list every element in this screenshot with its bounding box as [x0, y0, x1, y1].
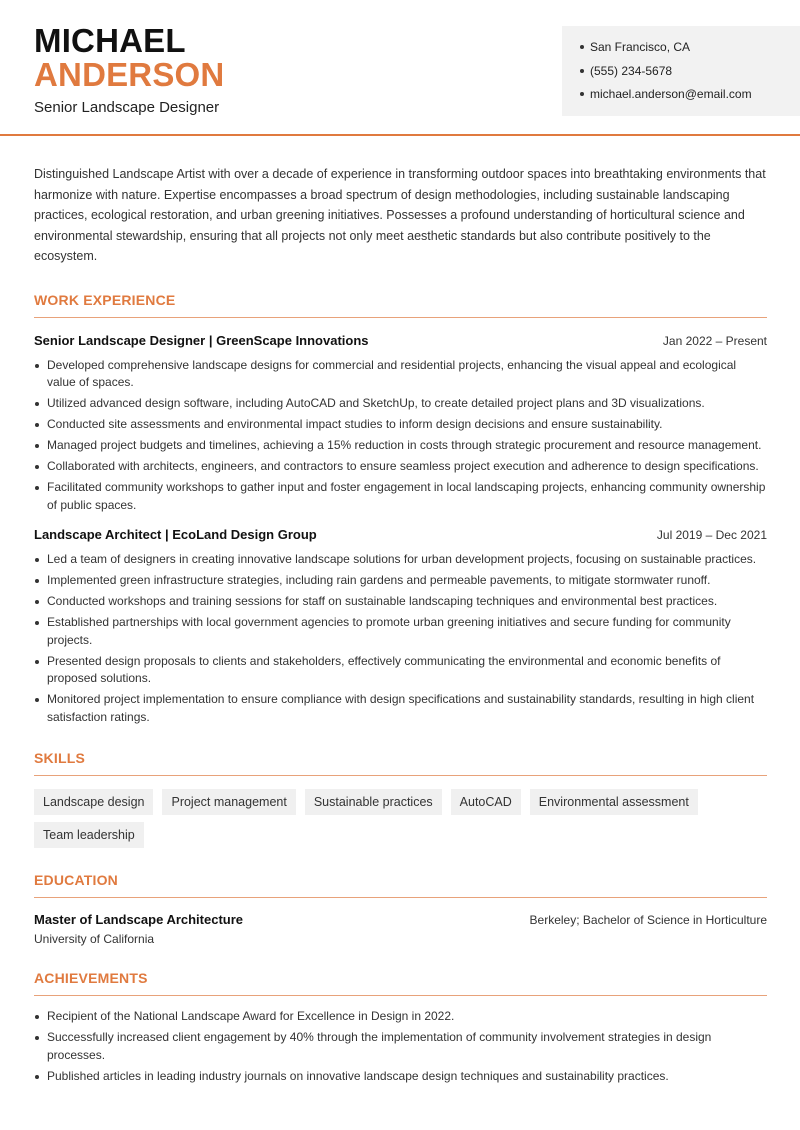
job-bullet: Established partnerships with local government agencies to promote urban greening initiatives and secure funding for community projects.	[34, 614, 767, 649]
achievement-item: Successfully increased client engagement by 40% through the implementation of community involvement strategies in design processes.	[34, 1029, 767, 1064]
skill-chip: Environmental assessment	[530, 789, 698, 815]
contact-location: San Francisco, CA	[580, 39, 800, 63]
school: University of California	[34, 932, 155, 946]
job-bullet: Implemented green infrastructure strategies, including rain gardens and permeable pavements, to mitigate stormwater runoff.	[34, 572, 767, 590]
skill-chip: Team leadership	[34, 822, 144, 848]
job-role: Landscape Architect | EcoLand Design Group	[34, 527, 317, 542]
job-bullet: Conducted site assessments and environmental impact studies to inform design decisions and ensure sustainability.	[34, 416, 767, 434]
job-entry	[34, 527, 767, 726]
job-bullet: Led a team of designers in creating innovative landscape solutions for urban development projects, focusing on sustainable practices.	[34, 551, 767, 569]
education-detail: Berkeley; Bachelor of Science in Horticulture	[529, 913, 767, 927]
job-bullet: Monitored project implementation to ensure compliance with design specifications and sustainability standards, resulting in high client satisfaction ratings.	[34, 691, 767, 726]
job-bullet: Collaborated with architects, engineers, and contractors to ensure seamless project execution and adherence to design specifications.	[34, 458, 767, 476]
summary: Distinguished Landscape Artist with over a decade of experience in transforming outdoor spaces into breathtaking environments that harmonize with nature. Expertise encompasses a broad spectrum of design methodologies, including sustainable landscaping practices, ecological restoration, and urban greening initiatives. Possesses a profound understanding of horticultural science and environmental stewardship, ensuring that all projects not only meet aesthetic standards but also contribute positively to the ecosystem.	[34, 167, 766, 263]
degree: Master of Landscape Architecture	[34, 912, 244, 927]
skills-section-title: SKILLS	[34, 750, 767, 776]
contact-phone: (555) 234-5678	[580, 63, 800, 87]
work-section	[34, 292, 767, 727]
job-dates: Jan 2022 – Present	[662, 333, 767, 348]
job-entry	[34, 333, 767, 515]
education-entry	[34, 912, 767, 946]
education-section	[34, 872, 767, 946]
job-bullet: Managed project budgets and timelines, achieving a 15% reduction in costs through strategic procurement and resource management.	[34, 437, 767, 455]
achievements-section	[34, 970, 767, 1085]
job-bullet: Utilized advanced design software, including AutoCAD and SketchUp, to create detailed project plans and 3D visualizations.	[34, 395, 767, 413]
achievements-section-title: ACHIEVEMENTS	[34, 970, 767, 996]
candidate-name	[34, 24, 224, 92]
achievement-item: Published articles in leading industry journals on innovative landscape design techniques and sustainability practices.	[34, 1068, 767, 1086]
job-bullet: Presented design proposals to clients and stakeholders, effectively communicating the environmental and economic benefits of proposed solutions.	[34, 653, 767, 688]
skill-chip: AutoCAD	[451, 789, 521, 815]
job-bullet: Conducted workshops and training sessions for staff on sustainable landscaping techniques and environmental best practices.	[34, 593, 767, 611]
resume-header	[0, 0, 800, 136]
contact-box	[562, 26, 800, 116]
skill-chip: Sustainable practices	[305, 789, 442, 815]
achievements-list	[34, 1008, 767, 1085]
last-name: ANDERSON	[34, 56, 225, 93]
contact-email: michael.anderson@email.com	[580, 86, 800, 110]
first-name: MICHAEL	[34, 22, 186, 59]
skills-section	[34, 750, 767, 848]
skills-list	[34, 789, 767, 848]
skill-chip: Project management	[162, 789, 295, 815]
job-dates: Jul 2019 – Dec 2021	[656, 528, 767, 542]
resume-content	[34, 164, 767, 1089]
education-section-title: EDUCATION	[34, 872, 767, 898]
job-title: Senior Landscape Designer	[34, 99, 220, 116]
work-section-title: WORK EXPERIENCE	[34, 292, 767, 318]
job-bullet: Facilitated community workshops to gather input and foster engagement in local landscaping projects, enhancing community ownership of public spaces.	[34, 479, 767, 514]
skill-chip: Landscape design	[34, 789, 153, 815]
job-role: Senior Landscape Designer | GreenScape Innovations	[34, 332, 369, 348]
achievement-item: Recipient of the National Landscape Award for Excellence in Design in 2022.	[34, 1008, 767, 1026]
job-bullet: Developed comprehensive landscape designs for commercial and residential projects, enhancing the visual appeal and ecological value of spaces.	[34, 357, 767, 392]
